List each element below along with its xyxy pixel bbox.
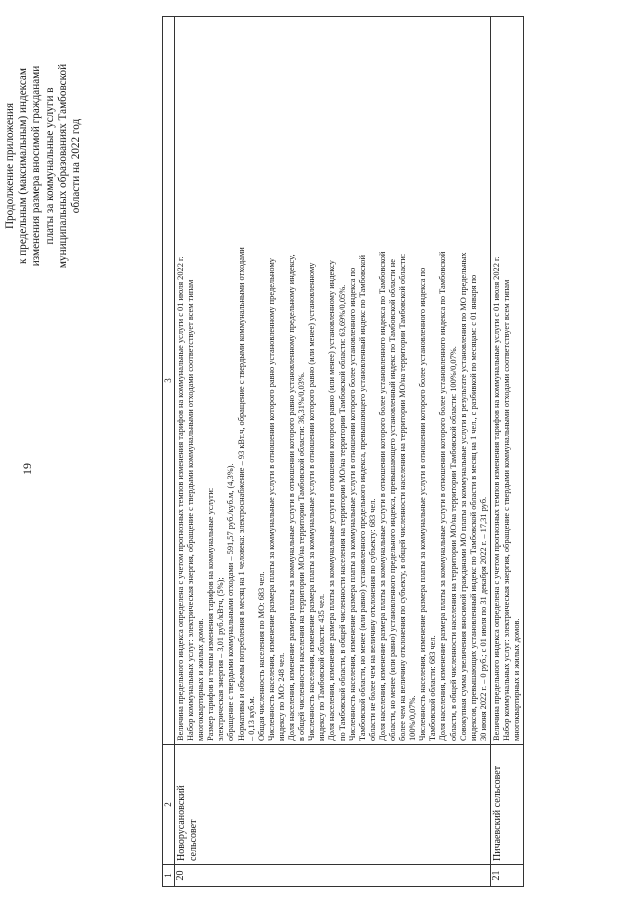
desc-line: многоквартирных и жилых домов. [196, 618, 206, 741]
col-header: 2 [163, 745, 175, 865]
table-row [175, 17, 491, 887]
desc-line: Величина предельного индекса определена с учетом прогнозных темпов изменения тарифов на коммунальные услуги с 01 июля 2022 г. [491, 256, 501, 741]
desc-line: Совокупная сумма увеличения вносимой гражданами МО платы за коммунальные услуги в результате установления по МО предельных [458, 252, 468, 741]
table-header-row [163, 17, 175, 887]
desc-line: Доля населения, изменение размера платы за коммунальные услуги в отношении которого более установленного индекса по Тамбовской [377, 251, 387, 741]
row-description [175, 17, 491, 745]
row-description [490, 17, 523, 745]
desc-line: Общая численность населения по МО: 683 чел. [256, 571, 266, 741]
index-table [162, 16, 524, 887]
desc-line: Величина предельного индекса определена с учетом прогнозных темпов изменения тарифов на коммунальные услуги с 01 июля 2022 г. [176, 256, 185, 741]
municipality-name: Пичаевский сельсовет [490, 745, 523, 865]
header-line: Продолжение приложения [4, 102, 16, 230]
desc-line: Размер тарифов и темпы изменения тарифов на коммунальные услуги: [206, 487, 216, 741]
desc-line: Доля населения, изменение размера платы за коммунальные услуги в отношении которого равно установленному предельному индексу, [287, 254, 297, 741]
desc-line: области, но менее (или равно) установленного предельного индекса, превышающего установленный индекс по Тамбовской области не [387, 259, 397, 741]
desc-line: Набор коммунальных услуг: электрическая энергия, обращение с твердыми коммунальными отходами соответствует всем типам [186, 279, 196, 741]
desc-line: многоквартирных и жилых домов. [512, 618, 522, 741]
desc-line: индексов, превышающих установленный индекс по Тамбовской области в месяц на 1 чел., с разбивкой по месяцам: с 01 января по [468, 274, 478, 741]
row-number: 21 [490, 865, 523, 887]
desc-line: электрическая энергия – 3,01 руб./кВтч, (5%); [216, 577, 226, 741]
header-line: к предельным (максимальным) индексам [17, 68, 30, 264]
desc-line: Численность населения, изменение размера платы за коммунальные услуги в отношении которого равно установленному предельному [266, 258, 276, 741]
desc-line: области не более чем на величину отклонения по субъекту: 683 чел. [367, 498, 377, 741]
header-line: платы за коммунальные услуги в [43, 87, 56, 245]
desc-line: более чем на величину отклонения по субъекту, в общей численности населения на территории МО/на территории Тамбовской области: [398, 253, 408, 741]
table-row [490, 17, 523, 887]
desc-line: – 0,13 куб.м. [246, 696, 256, 741]
appendix-header [4, 11, 83, 321]
desc-line: Численность населения, изменение размера платы за коммунальные услуги в отношении которого более установленного индекса по [418, 267, 428, 741]
desc-line: Тамбовской области: 683 чел. [428, 635, 438, 741]
desc-line: Доля населения, изменение размера платы за коммунальные услуги в отношении которого более установленного индекса по Тамбовской [438, 251, 448, 741]
municipality-name: Новорусановский сельсовет [175, 745, 491, 865]
row-number: 20 [175, 865, 491, 887]
desc-line: индексу по Тамбовской области: 435 чел. [317, 593, 327, 741]
desc-line: Тамбовской области, но менее (или равно) установленного предельного индекса, превышающего установленный индекс по Тамбовской [357, 255, 367, 741]
desc-line: обращение с твердыми коммунальными отходами – 591,57 руб./куб.м, (4,3%). [226, 463, 236, 741]
header-line: области на 2022 год [70, 118, 83, 214]
col-header: 3 [163, 17, 175, 745]
page-number: 19 [20, 463, 34, 475]
desc-line: Набор коммунальных услуг: электрическая энергия, обращение с твердыми коммунальными отходами соответствует всем типам [502, 279, 511, 741]
header-line: муниципальных образованиях Тамбовской [56, 63, 69, 269]
desc-line: 100%/0,07%. [408, 695, 418, 741]
desc-line: области, в общей численности населения на территории МО/на территории Тамбовской области: 100%/0,07%. [448, 346, 458, 741]
desc-line: Численность населения, изменение размера платы за коммунальные услуги в отношении которого равно (или менее) установленному [307, 262, 317, 741]
desc-line: Доля населения, изменение размера платы за коммунальные услуги в отношении которого равно (или менее) установленному индексу [327, 260, 337, 741]
desc-line: Численность населения, изменение размера платы за коммунальные услуги в отношении которого более установленного индекса по [347, 267, 357, 741]
header-line: изменения размера вносимой гражданами [30, 65, 43, 267]
desc-line: индексу по МО: 248 чел. [276, 652, 286, 741]
desc-line: Нормативы и объемы потребления в месяц на 1 человека: электроснабжение – 93 кВт.ч, обращение с твердыми коммунальными отходами [236, 247, 246, 741]
desc-line: 30 июня 2022 г. – 0 руб.; с 01 июля по 31 декабря 2022 г. – 17,31 руб. [478, 496, 488, 741]
desc-line: в общей численности населения на территории МО/на территории Тамбовской области: 36,31%/0,03%. [297, 372, 307, 741]
desc-line: по Тамбовской области, в общей численности населения на территории МО/на территории Тамбовской области: 63,69%/0,05%. [337, 284, 347, 741]
col-header: 1 [163, 865, 175, 887]
